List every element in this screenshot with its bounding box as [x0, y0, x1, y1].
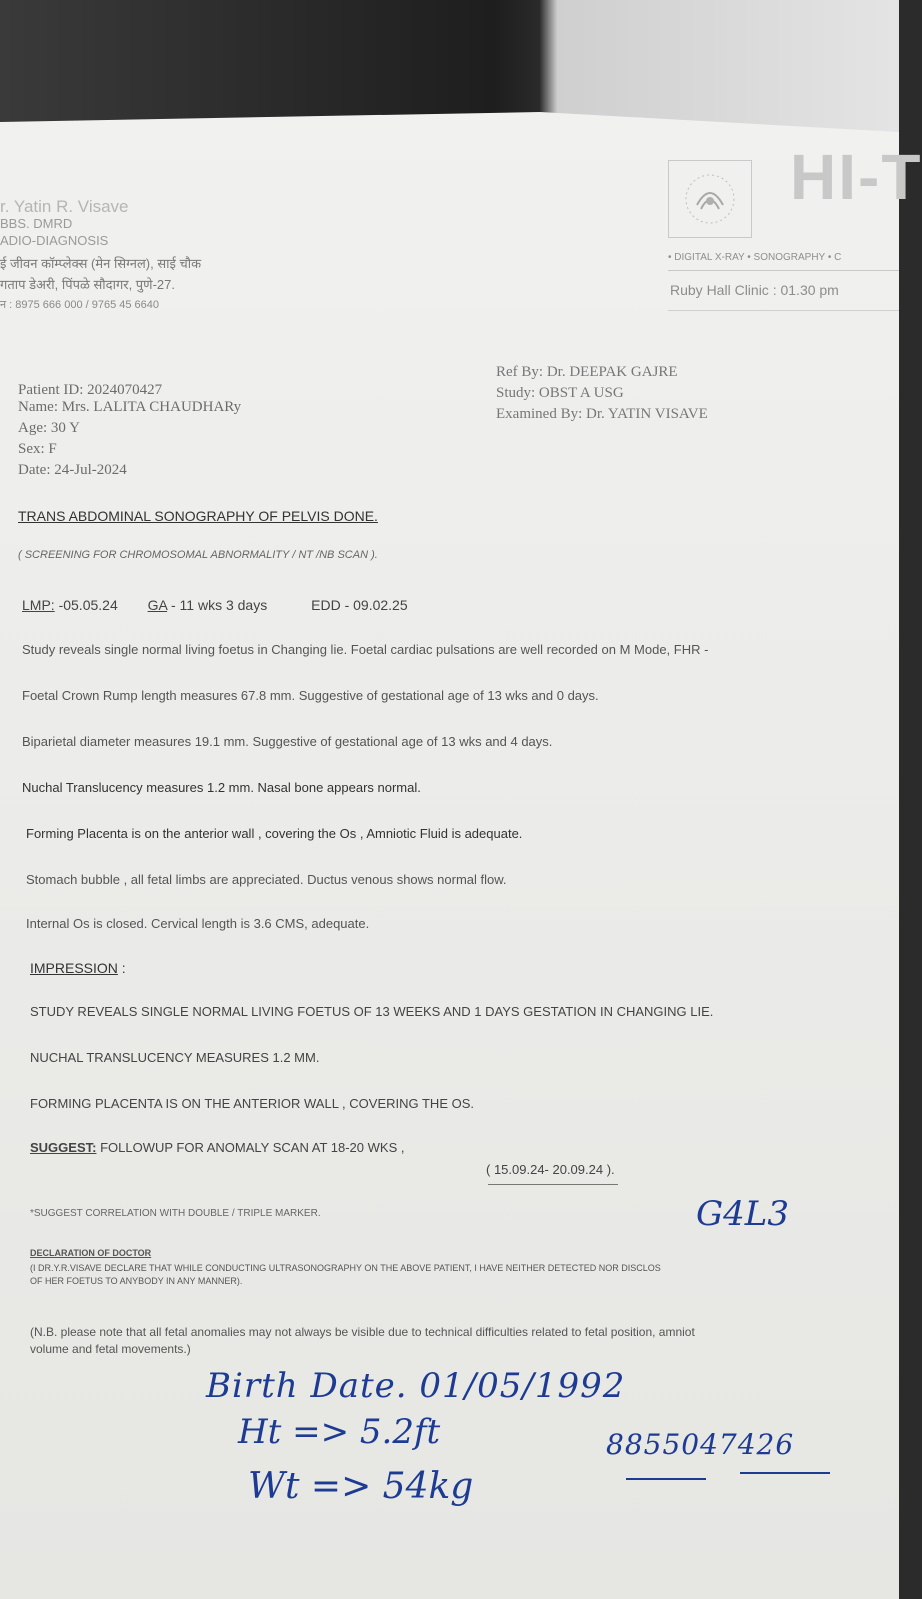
lmp-label: LMP:	[22, 597, 55, 613]
finding-1: Study reveals single normal living foetus in Changing lie. Foetal cardiac pulsations are well recorded on M Mode, FHR -	[22, 642, 709, 657]
declaration-heading: DECLARATION OF DOCTOR	[30, 1248, 152, 1258]
impression-2: NUCHAL TRANSLUCENCY MEASURES 1.2 MM.	[30, 1050, 320, 1065]
clinic-logo-icon	[668, 160, 752, 238]
patient-sex: Sex: F	[18, 441, 57, 457]
patient-id: Patient ID: 2024070427	[18, 382, 163, 398]
suggest-row	[30, 1140, 404, 1155]
divider	[488, 1184, 618, 1185]
finding-3: Biparietal diameter measures 19.1 mm. Suggestive of gestational age of 13 wks and 4 days.	[22, 734, 553, 749]
correlation-note: *SUGGEST CORRELATION WITH DOUBLE / TRIPLE MARKER.	[30, 1208, 321, 1219]
impression-label: IMPRESSION	[30, 960, 118, 976]
finding-4: Nuchal Translucency measures 1.2 mm. Nasal bone appears normal.	[22, 780, 421, 795]
finding-6: Stomach bubble , all fetal limbs are appreciated. Ductus venous shows normal flow.	[26, 872, 507, 887]
handwritten-height: Ht => 5.2ft	[238, 1412, 441, 1452]
ga-label: GA	[147, 597, 168, 613]
patient-name: Name: Mrs. LALITA CHAUDHARy	[18, 399, 242, 415]
address-line-1: ई जीवन कॉम्प्लेक्स (मेन सिग्नल), साई चौक	[0, 256, 202, 271]
divider	[668, 310, 899, 311]
doctor-dept: ADIO-DIAGNOSIS	[0, 233, 109, 248]
report-subtitle: ( SCREENING FOR CHROMOSOMAL ABNORMALITY / NT /NB SCAN ).	[18, 549, 378, 561]
suggest-text: FOLLOWUP FOR ANOMALY SCAN AT 18-20 WKS ,	[96, 1140, 405, 1155]
clinic-phone: न : 8975 666 000 / 9765 45 6640	[0, 299, 160, 311]
pen-underline	[626, 1478, 706, 1480]
examined-by: Examined By: Dr. YATIN VISAVE	[496, 406, 708, 422]
report-title: TRANS ABDOMINAL SONOGRAPHY OF PELVIS DONE.	[18, 508, 378, 524]
handwritten-weight: Wt => 54kg	[248, 1466, 474, 1507]
lmp-ga-edd-row	[22, 597, 408, 613]
handwritten-phone: 8855047426	[606, 1428, 795, 1461]
doctor-name: r. Yatin R. Visave	[0, 197, 129, 216]
impression-3: FORMING PLACENTA IS ON THE ANTERIOR WALL , COVERING THE OS.	[30, 1096, 474, 1111]
letterhead-left	[0, 198, 201, 314]
handwritten-gravida: G4L3	[696, 1194, 790, 1234]
lmp-value: -05.05.24	[54, 597, 118, 613]
clinic-services: • DIGITAL X-RAY • SONOGRAPHY • C	[668, 252, 842, 263]
finding-2: Foetal Crown Rump length measures 67.8 mm. Suggestive of gestational age of 13 wks and 0 days.	[22, 688, 599, 703]
nb-line-1: (N.B. please note that all fetal anomalies may not always be visible due to technical difficulties related to fetal position, amniot	[30, 1325, 695, 1339]
referral-info	[496, 362, 708, 425]
impression-heading	[30, 960, 126, 976]
ga-value: - 11 wks 3 days	[167, 597, 268, 613]
declaration-line-2: OF HER FOETUS TO ANYBODY IN ANY MANNER).	[30, 1276, 243, 1286]
declaration-text	[30, 1262, 661, 1288]
study-type: Study: OBST A USG	[496, 385, 624, 401]
suggest-dates: ( 15.09.24- 20.09.24 ).	[486, 1162, 615, 1177]
pen-underline	[740, 1472, 830, 1474]
impression-colon: :	[117, 960, 126, 976]
doctor-degree: BBS. DMRD	[0, 216, 73, 231]
clinic-brand: HI-T	[790, 141, 922, 213]
report-date: Date: 24-Jul-2024	[18, 462, 127, 478]
address-line-2: गताप डेअरी, पिंपळे सौदागर, पुणे-27.	[0, 277, 175, 292]
patient-info	[18, 380, 241, 481]
nb-line-2: volume and fetal movements.)	[30, 1342, 191, 1356]
divider	[668, 270, 899, 271]
nb-note	[30, 1324, 695, 1358]
patient-age: Age: 30 Y	[18, 420, 80, 436]
handwritten-birth-date: Birth Date. 01/05/1992	[206, 1366, 626, 1406]
finding-5: Forming Placenta is on the anterior wall , covering the Os , Amniotic Fluid is adequate.	[26, 826, 523, 841]
edd: EDD - 09.02.25	[311, 597, 408, 613]
impression-1: STUDY REVEALS SINGLE NORMAL LIVING FOETUS OF 13 WEEKS AND 1 DAYS GESTATION IN CHANGING LIE.	[30, 1004, 714, 1019]
finding-7: Internal Os is closed. Cervical length is 3.6 CMS, adequate.	[26, 916, 370, 931]
ruby-hall-timing: Ruby Hall Clinic : 01.30 pm	[670, 282, 839, 298]
ref-by: Ref By: Dr. DEEPAK GAJRE	[496, 364, 678, 380]
declaration-line-1: (I DR.Y.R.VISAVE DECLARE THAT WHILE CONDUCTING ULTRASONOGRAPHY ON THE ABOVE PATIENT, I HAVE NEITHER DETECTED NOR DISCLOS	[30, 1263, 661, 1273]
suggest-label: SUGGEST:	[30, 1140, 97, 1155]
